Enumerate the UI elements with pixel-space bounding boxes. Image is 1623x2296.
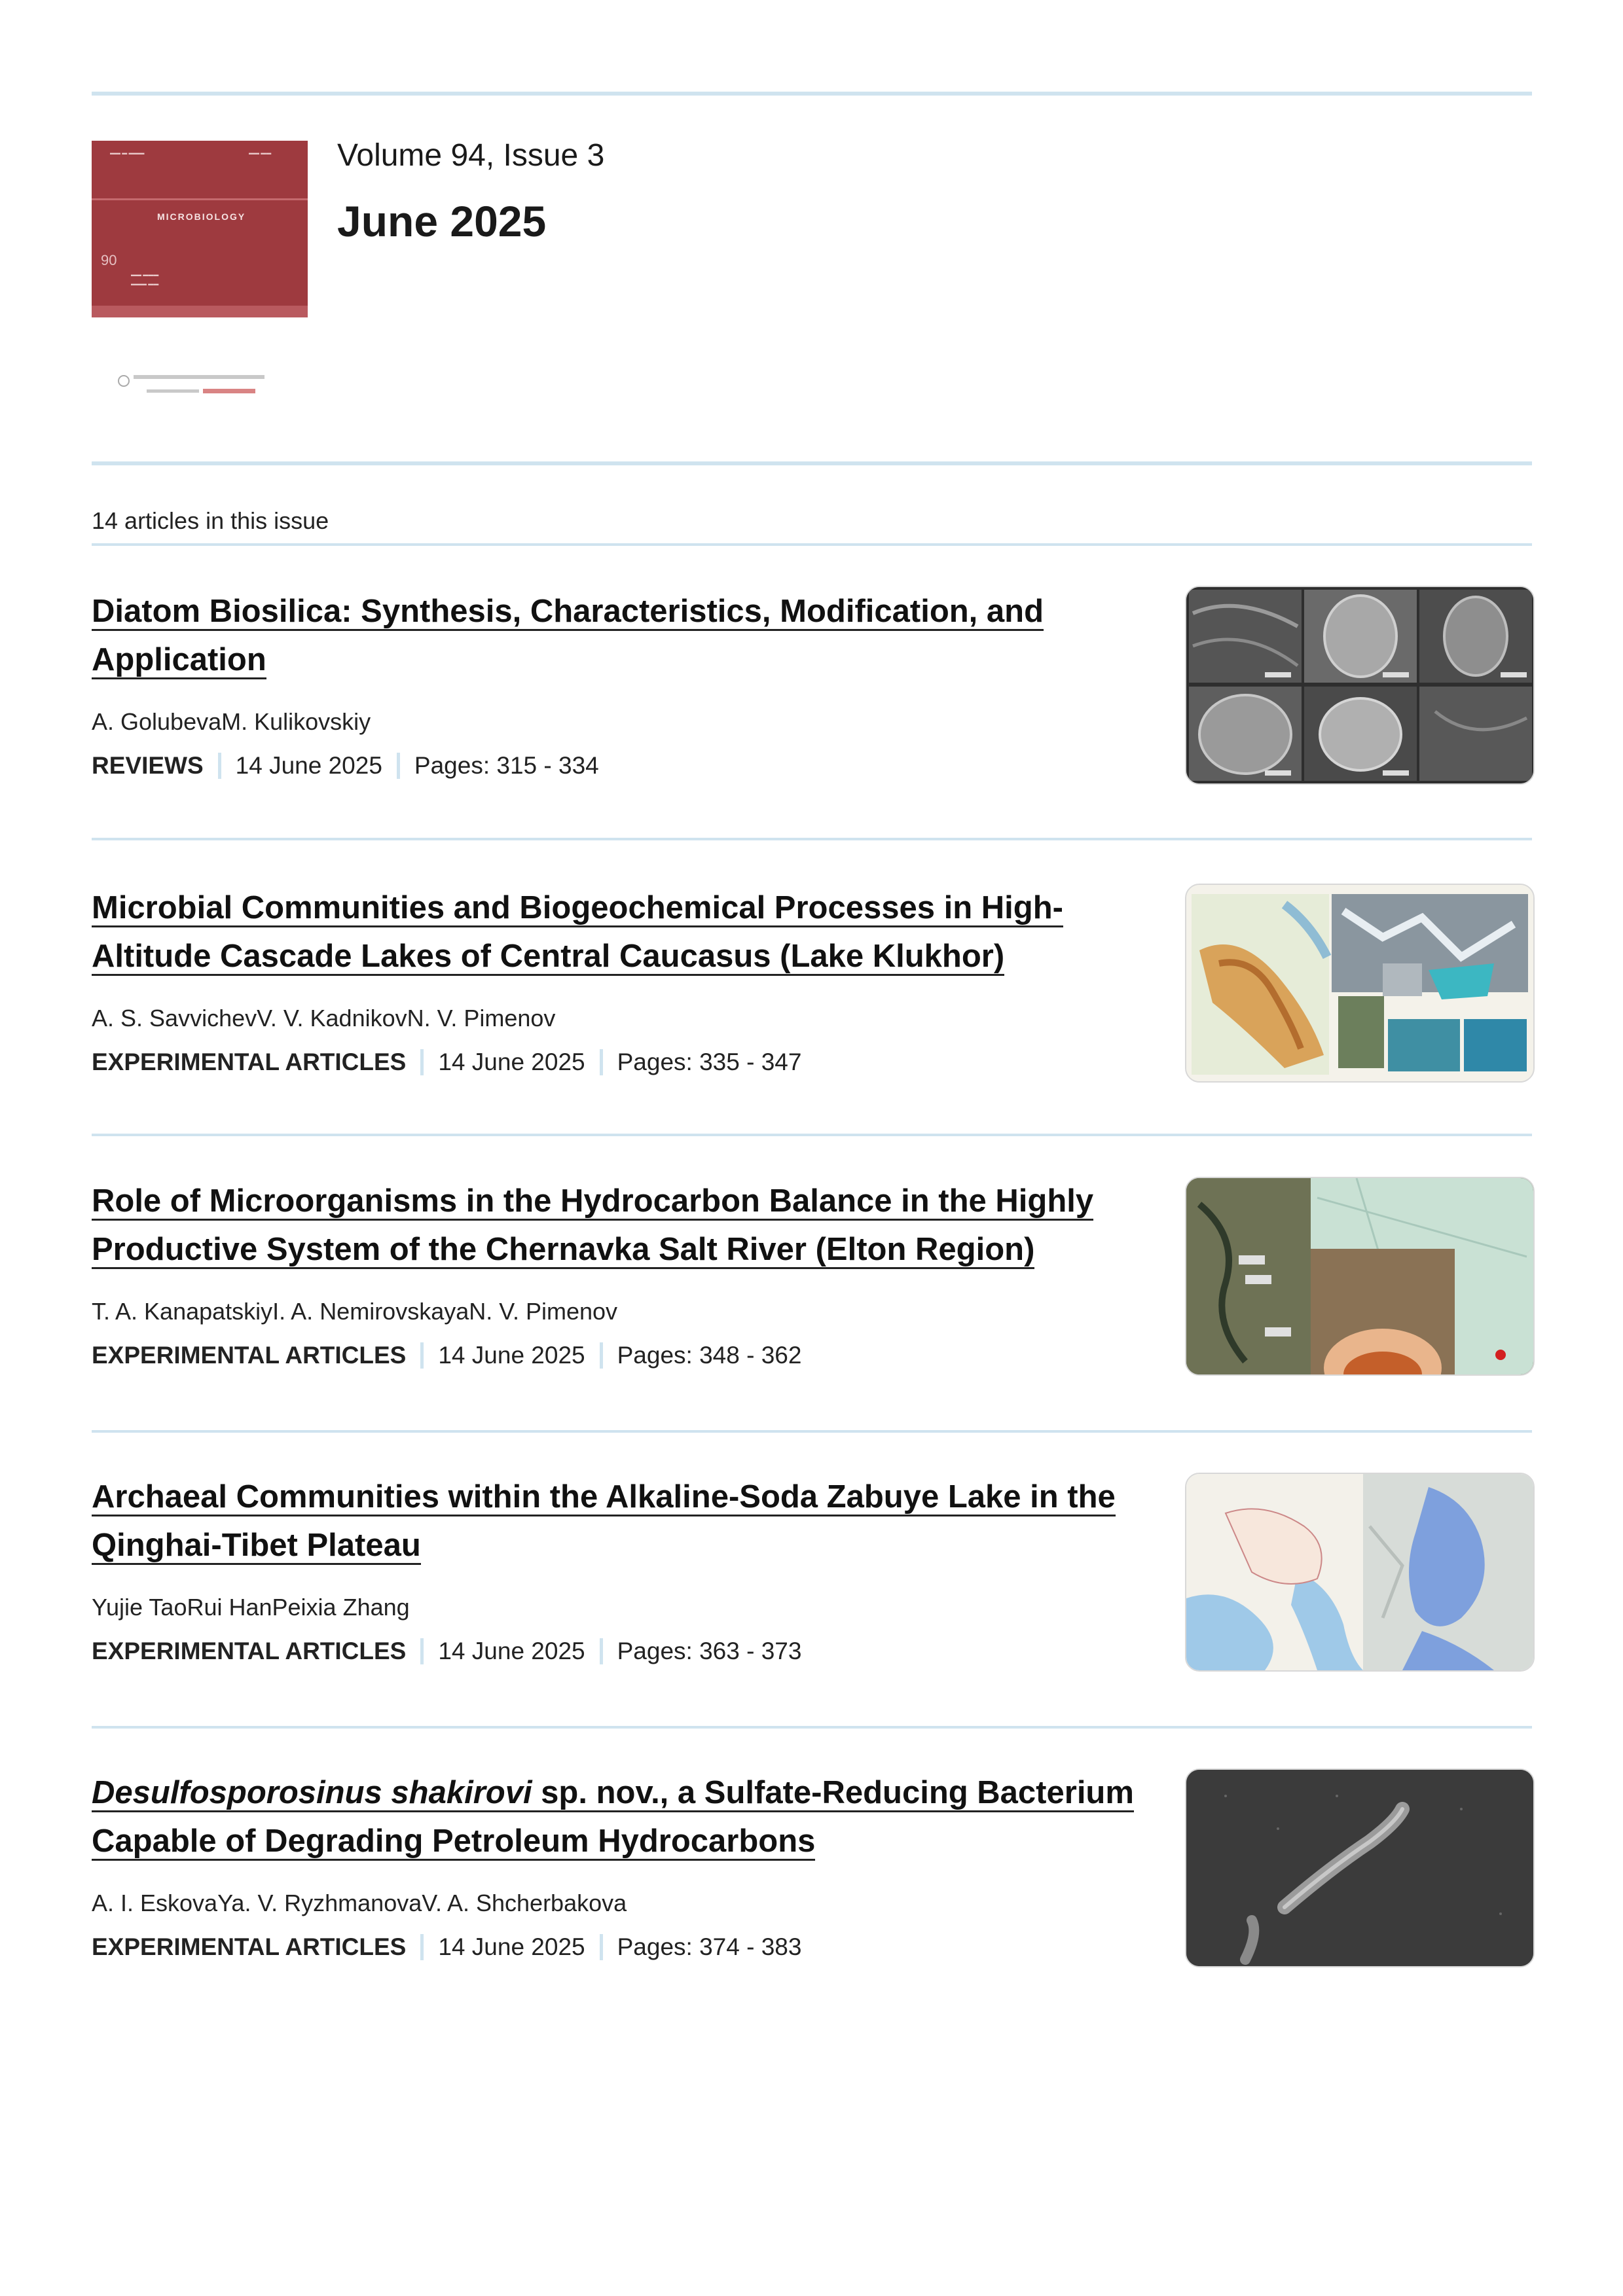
article-thumbnail[interactable]: [1185, 1177, 1535, 1376]
article-pages: Pages: 335 - 347: [617, 1049, 802, 1075]
meta-divider: [420, 1934, 424, 1960]
article-date: 14 June 2025: [438, 1933, 585, 1960]
article-meta: [92, 752, 599, 780]
article-type: EXPERIMENTAL ARTICLES: [92, 1342, 407, 1369]
journal-cover-image[interactable]: ▬▬ ▬ ▬▬▬ ▬▬ ▬▬ MICROBIOLOGY 90 ▬▬ ▬▬▬ ▬▬▬ ▬▬: [92, 141, 308, 317]
article-title-italic: Desulfosporosinus shakirovi: [92, 1775, 532, 1810]
articles-count: 14 articles in this issue: [92, 507, 329, 534]
volume-issue-label: Volume 94, Issue 3: [337, 138, 605, 173]
article-pages: Pages: 363 - 373: [617, 1638, 802, 1664]
article-meta: [92, 1933, 801, 1961]
article-title-link[interactable]: Diatom Biosilica: Synthesis, Characteristics, Modification, and Application: [92, 594, 1044, 679]
meta-divider: [218, 753, 221, 779]
article-meta: [92, 1342, 801, 1369]
list-top-rule: [92, 543, 1532, 546]
header-bottom-rule: [92, 461, 1532, 465]
meta-divider: [600, 1342, 603, 1369]
meta-divider: [420, 1342, 424, 1369]
meta-divider: [420, 1638, 424, 1664]
article-divider: [92, 1134, 1532, 1136]
article-meta: [92, 1638, 801, 1665]
article-title-link[interactable]: Microbial Communities and Biogeochemical Processes in High-Altitude Cascade Lakes of Central Caucasus (Lake Klukhor): [92, 890, 1063, 976]
article-title: [92, 884, 1152, 980]
article-divider: [92, 1726, 1532, 1729]
seal-icon: [118, 375, 130, 387]
article-date: 14 June 2025: [235, 752, 382, 779]
article-pages: Pages: 348 - 362: [617, 1342, 802, 1369]
meta-divider: [600, 1049, 603, 1075]
article-type: EXPERIMENTAL ARTICLES: [92, 1933, 407, 1960]
article-divider: [92, 838, 1532, 840]
satellite-map-image: [1186, 1178, 1533, 1374]
diatom-micrograph-image: [1186, 587, 1533, 783]
article-title: [92, 1473, 1152, 1570]
bacterium-micrograph-image: [1186, 1770, 1533, 1966]
article-authors: A. S. SavvichevV. V. KadnikovN. V. Pimenov: [92, 1005, 556, 1031]
article-title: [92, 587, 1152, 684]
caucasus-map-image: [1186, 885, 1533, 1081]
article-type: EXPERIMENTAL ARTICLES: [92, 1049, 407, 1075]
article-title: [92, 1177, 1152, 1274]
article-date: 14 June 2025: [438, 1638, 585, 1664]
meta-divider: [420, 1049, 424, 1075]
article-authors: A. I. EskovaYa. V. RyzhmanovaV. A. Shcherbakova: [92, 1890, 627, 1916]
article-pages: Pages: 374 - 383: [617, 1933, 802, 1960]
article-title-link[interactable]: [92, 1775, 1134, 1861]
article-type: EXPERIMENTAL ARTICLES: [92, 1638, 407, 1664]
article-authors: Yujie TaoRui HanPeixia Zhang: [92, 1594, 410, 1621]
article-divider: [92, 1430, 1532, 1433]
article-title-rest: sp. nov., a Sulfate-Reducing Bacterium Capable of Degrading Petroleum Hydrocarbons: [92, 1775, 1134, 1859]
article-date: 14 June 2025: [438, 1049, 585, 1075]
article-title: [92, 1768, 1152, 1865]
article-thumbnail[interactable]: [1185, 1768, 1535, 1967]
tibet-map-image: [1186, 1474, 1533, 1670]
article-thumbnail[interactable]: [1185, 884, 1535, 1083]
article-thumbnail[interactable]: [1185, 586, 1535, 785]
article-pages: Pages: 315 - 334: [414, 752, 599, 779]
header-top-rule: [92, 92, 1532, 96]
article-title-link[interactable]: Role of Microorganisms in the Hydrocarbon Balance in the Highly Productive System of the Chernavka Salt River (Elton Region): [92, 1183, 1093, 1269]
article-title-link[interactable]: Archaeal Communities within the Alkaline-Soda Zabuye Lake in the Qinghai-Tibet Plateau: [92, 1479, 1116, 1565]
article-type: REVIEWS: [92, 752, 204, 779]
article-authors: T. A. KanapatskiyI. A. NemirovskayaN. V. Pimenov: [92, 1298, 618, 1325]
article-thumbnail[interactable]: [1185, 1473, 1535, 1672]
article-date: 14 June 2025: [438, 1342, 585, 1369]
meta-divider: [600, 1638, 603, 1664]
issue-date: June 2025: [337, 197, 547, 245]
article-meta: [92, 1049, 801, 1076]
meta-divider: [397, 753, 400, 779]
cover-journal-name: MICROBIOLOGY: [157, 211, 246, 222]
article-authors: A. GolubevaM. Kulikovskiy: [92, 708, 371, 735]
meta-divider: [600, 1934, 603, 1960]
publisher-logo: [118, 370, 282, 403]
